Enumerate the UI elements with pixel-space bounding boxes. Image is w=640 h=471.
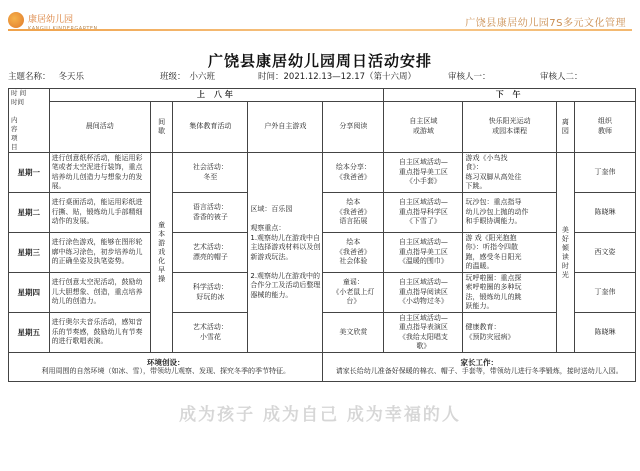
table-row — [9, 153, 636, 193]
theme-value: 冬天乐 — [58, 72, 85, 82]
morning-cell: 进行创意太空泥活动，鼓励幼儿大胆想象、创造，重点培养幼儿的创造力。 — [49, 273, 150, 313]
schedule-table — [8, 88, 636, 382]
col-break: 间 歇 — [151, 101, 173, 152]
autonomous-cell: 自主区域活动— 重点指导美工区 《温暖的围巾》 — [384, 233, 463, 273]
departure-cell: 美 好 倾 读 时 光 — [556, 153, 574, 353]
day-label: 星期一 — [9, 153, 50, 193]
logo-icon — [8, 12, 24, 28]
table-row — [9, 193, 636, 233]
col-morning-activity: 晨间活动 — [49, 101, 150, 152]
sharing-cell: 美文欣赏 — [323, 313, 384, 353]
morning-cell: 进行奥尔夫音乐活动，感知音乐的节奏感，鼓励幼儿有节奏的进行歌唱表演。 — [49, 313, 150, 353]
autonomous-cell: 自主区域活动— 重点指导科学区 《下雪了》 — [384, 193, 463, 233]
outdoor-cell: 区域：百乐园 观察重点： 1.观察幼儿在游戏中自主选择游戏材料以及创新游戏玩法。 2.观察幼儿在游戏中的合作分工及活动后整理器械的能力。 — [248, 153, 323, 353]
teacher-cell: 丁奎伟 — [575, 273, 636, 313]
family-work-cell — [323, 353, 636, 382]
autonomous-cell: 自主区域活动— 重点指导表演区 《我给太阳唱支 歌》 — [384, 313, 463, 353]
reviewer-2: 审核人二： — [540, 72, 583, 82]
col-autonomous: 自主区域 或游域 — [384, 101, 463, 152]
day-label: 星期三 — [9, 233, 50, 273]
sunshine-cell: 健康教育： 《预防灾冠病》 — [463, 313, 556, 353]
morning-cell: 进行创意纸杯活动，能运用彩笔或者太空泥进行装饰，重点培养幼儿创造力与想象力的发展。 — [49, 153, 150, 193]
top-bar — [0, 0, 640, 30]
teacher-cell: 丁奎伟 — [575, 153, 636, 193]
morning-cell: 进行涂色游戏，能够在图形轮廓中练习涂色，初步培养幼儿的正确坐姿及执笔姿势。 — [49, 233, 150, 273]
family-work-label: 家长工作： — [460, 357, 498, 367]
col-sunshine: 快乐阳光运动 或园本课程 — [463, 101, 556, 152]
family-work-text: 请家长给幼儿准备好保暖的棉衣、帽子、手套等，带领幼儿进行冬季锻炼，接时送幼儿入园。 — [335, 367, 623, 375]
col-collective: 集体教育活动 — [173, 101, 248, 152]
header-divider — [8, 29, 632, 31]
autonomous-cell: 自主区域活动— 重点指导美工区 《小手套》 — [384, 153, 463, 193]
time-value: 2021.12.13—12.17（第十六周） — [283, 72, 417, 82]
period-row — [9, 89, 636, 102]
environment-cell — [9, 353, 323, 382]
culture-banner: 广饶县康居幼儿园7S多元文化管理 — [465, 18, 626, 29]
sharing-cell: 绘本 《我爸爸》 社会体验 — [323, 233, 384, 273]
teacher-cell: 陈晓琳 — [575, 313, 636, 353]
collective-cell: 艺术活动： 漂亮的帽子 — [173, 233, 248, 273]
sharing-cell: 绘本 《我爸爸》 语言拓展 — [323, 193, 384, 233]
day-label: 星期五 — [9, 313, 50, 353]
environment-text: 利用周围的自然环境（如冰、雪），带领幼儿观察、发现、探究冬季的季节特征。 — [41, 367, 290, 375]
day-label: 星期二 — [9, 193, 50, 233]
page-title: 广饶县康居幼儿园周日活动安排 — [207, 52, 432, 70]
sunshine-cell: 玩呼啦圈：重点探 索呼啦圈的多种玩 法，锻炼幼儿的跳 跃能力。 — [463, 273, 556, 313]
environment-label: 环境创设： — [146, 357, 185, 367]
sunshine-cell: 玩沙包：重点指导 幼儿沙包上抛的动作 和手眼协调能力。 — [463, 193, 556, 233]
reviewer-1: 审核人一： — [448, 72, 491, 82]
table-row — [9, 313, 636, 353]
sharing-cell: 童谣： 《小老鼠上灯 台》 — [323, 273, 384, 313]
col-outdoor: 户外自主游戏 — [248, 101, 323, 152]
class-value: 小六班 — [189, 72, 216, 82]
corner-header: 时 间 时间 内 容 项 目 — [9, 89, 50, 153]
teacher-cell: 陈晓琳 — [575, 193, 636, 233]
col-teacher: 组织 教师 — [575, 101, 636, 152]
col-sharing: 分享阅读 — [323, 101, 384, 152]
afternoon-header: 下 午 — [384, 89, 636, 102]
table-row — [9, 233, 636, 273]
collective-cell: 科学活动： 好玩的冰 — [173, 273, 248, 313]
sharing-cell: 绘本分享： 《我爸爸》 — [323, 153, 384, 193]
collective-cell: 艺术活动： 小雪花 — [173, 313, 248, 353]
break-cell: 童 本 游 戏 化 早 操 — [151, 153, 173, 353]
collective-cell: 社会活动： 冬至 — [173, 153, 248, 193]
teacher-cell: 西文姿 — [575, 233, 636, 273]
logo-text: 康居幼儿园 — [28, 15, 74, 25]
autonomous-cell: 自主区域活动— 重点指导阅读区 《小动物过冬》 — [384, 273, 463, 313]
morning-header: 上 八年 — [49, 89, 384, 102]
class-info: 班级： 小六班 — [160, 72, 216, 82]
collective-cell: 语言活动： 香香的被子 — [173, 193, 248, 233]
day-label: 星期四 — [9, 273, 50, 313]
slogan-watermark: 成为孩子 成为自己 成为幸福的人 — [179, 405, 461, 425]
footer-row — [9, 353, 636, 382]
table-row — [9, 273, 636, 313]
morning-cell: 进行桌面活动，能运用彩纸进行撕、贴，锻炼幼儿手部精细动作的发展。 — [49, 193, 150, 233]
theme-info: 主题名称： 冬天乐 — [8, 72, 85, 82]
column-header-row — [9, 101, 636, 152]
col-departure: 离 园 — [556, 101, 574, 152]
sunshine-cell: 游戏《小鸟找 食》： 练习双脚从高处往 下跳。 — [463, 153, 556, 193]
time-info: 时间：2021.12.13—12.17（第十六周） — [258, 72, 417, 82]
sunshine-cell: 游 戏《阳光抱抱 你》：听指令四散 跑，感受冬日阳光 的温暖。 — [463, 233, 556, 273]
